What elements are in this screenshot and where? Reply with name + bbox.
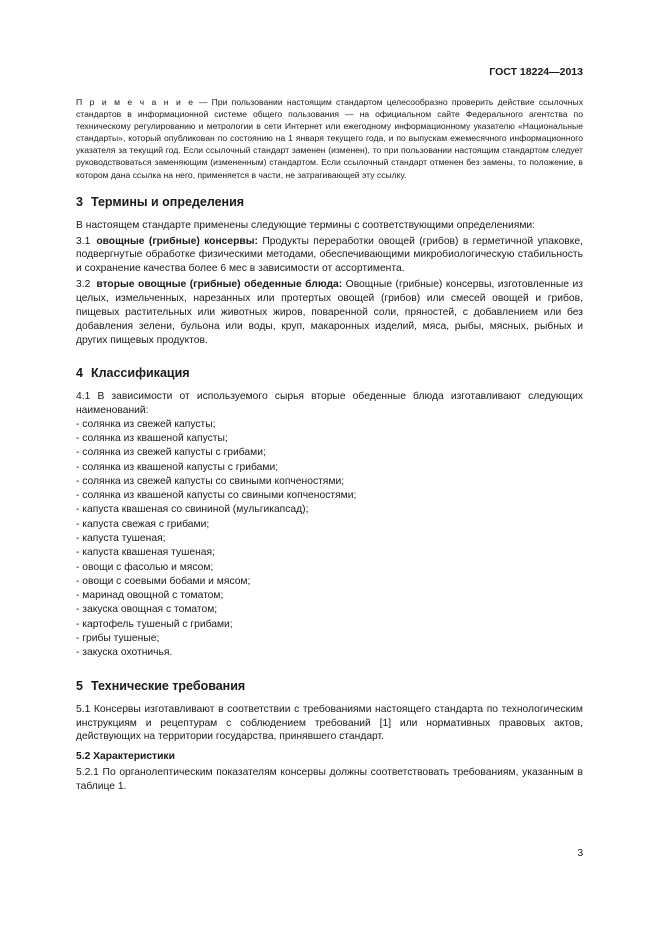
section-5-number: 5 <box>76 678 83 693</box>
list-item: - солянка из квашеной капусты со свиными копченостями; <box>76 490 357 502</box>
dish-list <box>76 418 583 661</box>
list-item: - маринад овощной с томатом; <box>76 590 224 602</box>
list-item: - овощи с фасолью и мясом; <box>76 561 214 573</box>
list-item: - грибы тушеные; <box>76 633 160 645</box>
list-item: - капуста квашеная тушеная; <box>76 547 215 559</box>
list-item: - солянка из квашеной капусты с грибами; <box>76 461 279 473</box>
section-4-number: 4 <box>76 365 83 380</box>
page-content <box>76 96 583 794</box>
list-item: - капуста тушеная; <box>76 533 166 544</box>
note-paragraph <box>76 96 583 181</box>
list-item: - капуста свежая с грибами; <box>76 518 210 530</box>
list-item: - капуста квашеная со свининой (мульгикапсад); <box>76 504 309 516</box>
list-item: - закуска охотничья. <box>76 647 173 659</box>
term-3-2-number: 3.2 <box>76 279 91 291</box>
list-item: - солянка из свежей капусты с грибами; <box>76 447 266 459</box>
list-item: - картофель тушеный с грибами; <box>76 618 233 630</box>
term-3-1 <box>76 235 583 277</box>
document-id: ГОСТ 18224—2013 <box>489 66 583 78</box>
list-item: - солянка из свежей капусты со свиными копченостями; <box>76 475 345 487</box>
term-3-2-definition: Овощные (грибные) консервы, изготовленные из целых, измельченных, нарезанных или протертых овощей (грибов) или смесей овощей и грибов, пищевых растительных или животных жиров, поваренной соли, пряностей, с добавлением или без добавления зелени, бульона или воды, круп, макаронных изделий, мяса, рыбы, мясных, рыбных и других пищевых продуктов. <box>76 279 583 346</box>
clause-5-1: 5.1 Консервы изготавливают в соответствии с требованиями настоящего стандарта по технологическим инструкциям и рецептурам с соблюдением требований [1] или нормативных правовых актов, действующих на территории государства, принявшего стандарт. <box>76 703 583 743</box>
section-5-heading <box>76 679 583 693</box>
section-4-heading <box>76 366 583 380</box>
note-label: П р и м е ч а н и е <box>76 97 195 107</box>
term-3-1-name: овощные (грибные) консервы: <box>96 235 258 247</box>
section-4-title: Классификация <box>90 365 190 380</box>
term-3-2-name: вторые овощные (грибные) обеденные блюда: <box>96 279 343 291</box>
page-number: 3 <box>577 848 583 859</box>
section-3-number: 3 <box>76 194 83 209</box>
section-3-heading <box>76 195 583 209</box>
term-3-2 <box>76 278 583 348</box>
list-item: - солянка из квашеной капусты; <box>76 432 228 444</box>
list-item: - солянка из свежей капусты; <box>76 418 216 430</box>
section-5-title: Технические требования <box>90 678 246 693</box>
list-item: - закуска овощная с томатом; <box>76 604 218 616</box>
section-3-intro: В настоящем стандарте применены следующие термины с соответствующими определениями: <box>76 219 536 231</box>
note-text: — При пользовании настоящим стандартом целесообразно проверить действие ссылочных стандартов в информационной системе общего пользования — на официальном сайте Федерального агентства по техническому регулированию и метрологии в сети Интернет или ежегодному информационному указателю «Национальные стандарты», который опубликован по состоянию на 1 января текущего года, и по выпускам ежемесячного информационного указателя за текущий год. Если ссылочный стандарт заменен (изменен), то при пользовании настоящим стандартом следует руководствоваться заменяющим (измененным) стандартом. Если ссылочный стандарт отменен без замены, то положение, в котором дана ссылка на него, применяется в части, не затрагивающей эту ссылку. <box>76 97 584 180</box>
term-3-1-number: 3.1 <box>76 235 91 247</box>
term-3-1-definition: Продукты переработки овощей (грибов) в герметичной упаковке, подвергнутые обработке физическими методами, обеспечивающими микробиологическую стабильность и сохранение качества более 6 мес в зависимости от ассортимента. <box>76 235 583 275</box>
clause-5-2-1: 5.2.1 По органолептическим показателям консервы должны соответствовать требованиям, указанным в таблице 1. <box>76 767 583 793</box>
list-item: - овощи с соевыми бобами и мясом; <box>76 575 251 587</box>
clause-5-2-heading: 5.2 Характеристики <box>76 751 175 763</box>
clause-4-1: 4.1 В зависимости от используемого сырья вторые обеденные блюда изготавливают следующих наименований: <box>76 390 583 416</box>
section-3-title: Термины и определения <box>90 194 245 209</box>
